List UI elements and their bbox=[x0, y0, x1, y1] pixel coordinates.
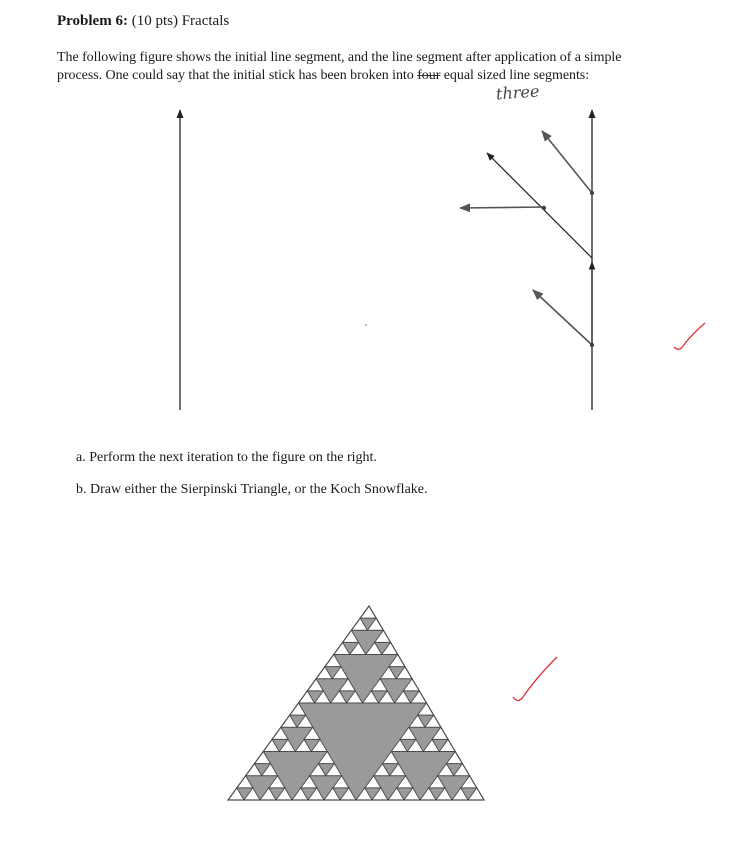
pencil-dot bbox=[542, 206, 546, 210]
question-b: b. Draw either the Sierpinski Triangle, or the Koch Snowflake. bbox=[76, 482, 428, 497]
pencil-dot bbox=[590, 191, 594, 195]
problem-label: Problem 6: bbox=[57, 13, 128, 29]
stray-mark bbox=[365, 324, 367, 326]
question-a: a. Perform the next iteration to the figure on the right. bbox=[76, 450, 377, 465]
sierpinski-triangle-drawing bbox=[228, 606, 484, 800]
pencil-branch-left bbox=[460, 207, 545, 208]
intro-line-2-end: equal sized line segments: bbox=[440, 68, 590, 83]
check-mark bbox=[513, 657, 557, 701]
intro-line-2-start: process. One could say that the initial stick has been broken into bbox=[57, 68, 418, 83]
handwritten-correction: three bbox=[495, 81, 540, 104]
iterated-segment-figure bbox=[365, 110, 594, 410]
main-branch-arrow bbox=[487, 153, 592, 258]
problem-points: (10 pts) Fractals bbox=[131, 13, 230, 29]
struck-word: four bbox=[417, 68, 441, 83]
pencil-dot bbox=[590, 343, 594, 347]
check-mark bbox=[674, 323, 705, 349]
pencil-branch-lower bbox=[533, 290, 592, 345]
intro-line-1: The following figure shows the initial line segment, and the line segment after application of a simple bbox=[57, 50, 622, 65]
pencil-branch-upper bbox=[542, 131, 592, 193]
